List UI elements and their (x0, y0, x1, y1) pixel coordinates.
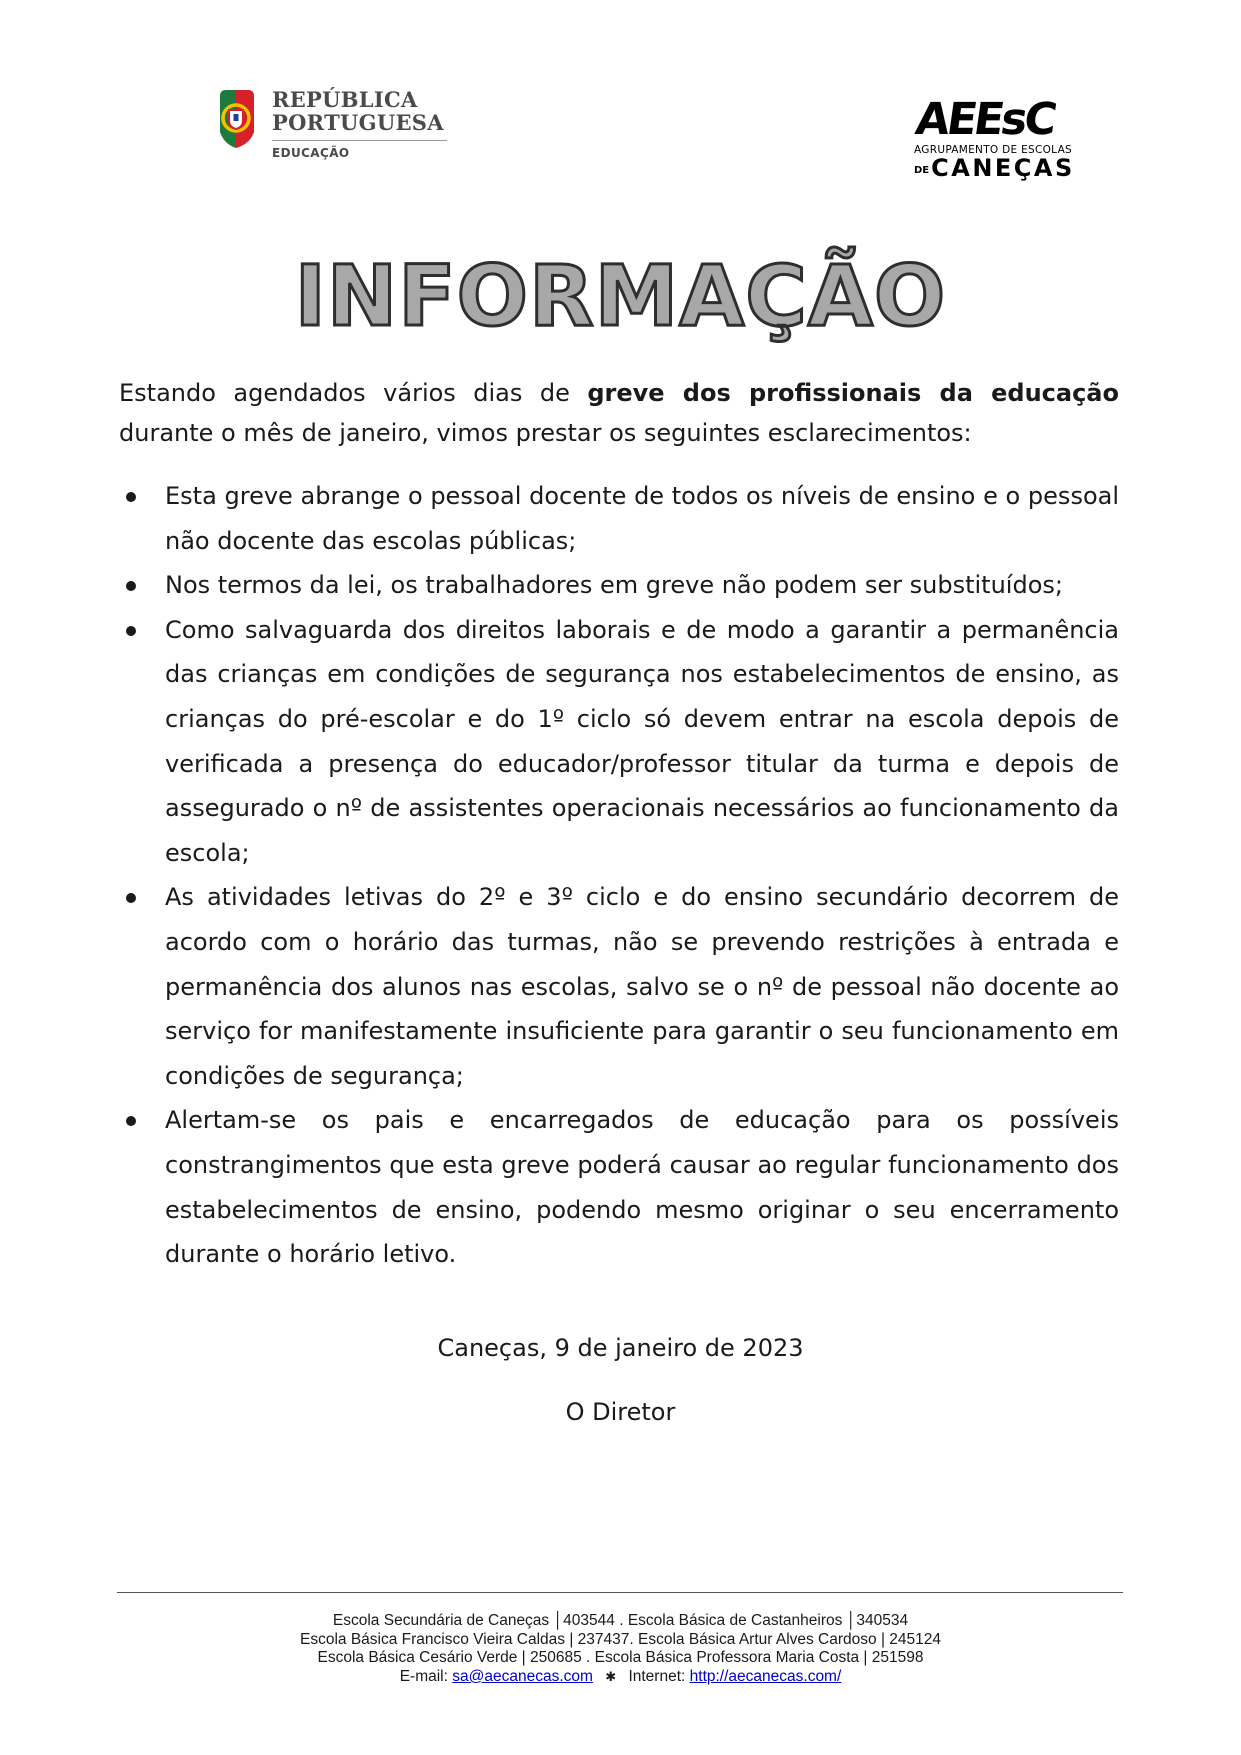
bullet-item (119, 608, 1119, 876)
republica-portuguesa-logo (214, 88, 447, 168)
bullet-item (119, 1098, 1119, 1276)
document-body (119, 373, 1119, 1277)
bullet-item (119, 875, 1119, 1098)
intro-bold-text: greve dos profissionais da educação (587, 379, 1119, 407)
bullet-text: Alertam-se os pais e encarregados de educação para os possíveis constrangimentos que esta greve poderá causar ao regular funcionamento dos estabelecimentos de ensino, podendo mesmo originar o seu encerramento durante o horário letivo. (165, 1106, 1119, 1269)
intro-text-start: Estando agendados vários dias de (119, 379, 588, 407)
footer-line-2: Escola Básica Francisco Vieira Caldas | 237437. Escola Básica Artur Alves Cardoso | 245124 (299, 1630, 942, 1648)
bullet-dot-icon (126, 492, 136, 502)
logo-line-portuguesa: PORTUGUESA (272, 110, 444, 135)
bullet-text: Como salvaguarda dos direitos laborais e de modo a garantir a permanência das crianças em condições de segurança nos estabelecimentos de ensino, as crianças do pré-escolar e do 1º ciclo só devem entrar na escola depois de verificada a presença do educador/professor titular da turma e depois de assegurado o nº de assistentes operacionais necessários ao funcionamento da escola; (165, 615, 1119, 867)
footer (0, 1612, 1241, 1686)
bullet-dot-icon (126, 626, 136, 636)
logo-divider (272, 140, 447, 141)
footer-line-1: Escola Secundária de Caneças │403544 . Escola Básica de Castanheiros │340534 (332, 1612, 909, 1629)
internet-label: Internet: (628, 1667, 686, 1685)
website-link[interactable]: http://aecanecas.com/ (689, 1667, 842, 1685)
bullet-text: Nos termos da lei, os trabalhadores em greve não podem ser substituídos; (165, 571, 1063, 600)
email-link[interactable]: sa@aecanecas.com (452, 1667, 593, 1685)
email-label: E-mail: (399, 1667, 448, 1685)
aeesc-logo-subtitle: AGRUPAMENTO DE ESCOLAS (914, 144, 1073, 156)
aeesc-logo-name: CANEÇAS (931, 154, 1075, 182)
bullet-item (119, 474, 1119, 563)
bullet-dot-icon (126, 893, 136, 903)
footer-divider (117, 1592, 1123, 1593)
logo-line-educacao: EDUCAÇÃO (272, 146, 350, 160)
bullet-dot-icon (126, 1116, 136, 1126)
asterisk-separator-icon: ✱ (605, 1668, 617, 1684)
date-line: Caneças, 9 de janeiro de 2023 (437, 1334, 804, 1362)
aeesc-logo-de: DE (914, 165, 930, 176)
page-title: INFORMAÇÃO (294, 247, 947, 345)
aeesc-school-logo (912, 94, 1108, 184)
intro-text-end: durante o mês de janeiro, vimos prestar os seguintes esclarecimentos: (119, 419, 972, 447)
bullet-dot-icon (126, 581, 136, 591)
footer-contact-line (0, 1668, 1241, 1687)
logo-line-republica: REPÚBLICA (272, 87, 418, 112)
aeesc-logo-mark: AEEsC (912, 94, 1058, 145)
bullet-text: Esta greve abrange o pessoal docente de todos os níveis de ensino e o pessoal não docente das escolas públicas; (165, 482, 1119, 555)
bullet-item (119, 563, 1119, 608)
bullet-list (119, 474, 1119, 1277)
portuguese-flag-emblem-icon (214, 88, 260, 150)
intro-paragraph (119, 373, 1119, 453)
bullet-text: As atividades letivas do 2º e 3º ciclo e do ensino secundário decorrem de acordo com o horário das turmas, não se prevendo restrições à entrada e permanência dos alunos nas escolas, salvo se o nº de pessoal não docente ao serviço for manifestamente insuficiente para garantir o seu funcionamento em condições de segurança; (165, 883, 1119, 1090)
footer-line-3: Escola Básica Cesário Verde | 250685 . Escola Básica Professora Maria Costa | 251598 (317, 1649, 924, 1667)
signature-line: O Diretor (565, 1398, 676, 1426)
